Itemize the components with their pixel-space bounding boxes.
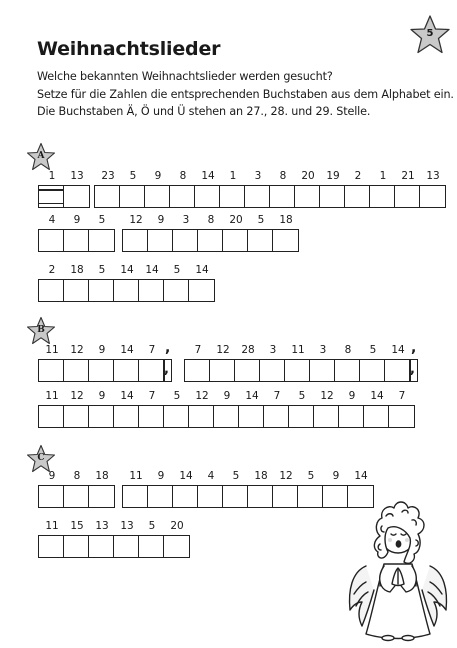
letter-box[interactable] [39, 280, 64, 301]
letter-box[interactable] [370, 186, 395, 207]
section-label: C [37, 453, 45, 463]
letter-box[interactable] [89, 360, 114, 381]
letter-box[interactable] [64, 230, 89, 251]
letter-box[interactable] [395, 186, 420, 207]
letter-number: 20 [301, 170, 315, 182]
letter-box[interactable] [248, 486, 273, 507]
letter-box[interactable] [295, 186, 320, 207]
letter-number: 5 [232, 470, 240, 482]
letter-box[interactable] [323, 486, 348, 507]
letter-number: 12 [216, 344, 230, 356]
letter-number: 14 [370, 390, 384, 402]
letter-box[interactable] [89, 536, 114, 557]
letter-box[interactable] [223, 230, 248, 251]
letter-box[interactable] [89, 280, 114, 301]
letter-number: 3 [182, 214, 190, 226]
letter-number: 15 [70, 520, 84, 532]
letter-number: 3 [319, 344, 327, 356]
letter-box[interactable] [195, 186, 220, 207]
letter-number: 5 [369, 344, 377, 356]
letter-box[interactable] [189, 406, 214, 427]
letter-number: 1 [229, 170, 237, 182]
letter-box[interactable] [260, 360, 285, 381]
letter-box[interactable] [95, 186, 120, 207]
letter-box[interactable] [139, 280, 164, 301]
instruction-line: Die Buchstaben Ä, Ö und Ü stehen an 27., 28. und 29. Stelle. [37, 105, 371, 118]
letter-box[interactable] [64, 186, 89, 207]
letter-number: 18 [95, 470, 109, 482]
letter-box[interactable] [235, 360, 260, 381]
section-a-marker [26, 142, 56, 172]
punctuation-box [163, 359, 172, 382]
letter-number: 5 [173, 264, 181, 276]
letter-box[interactable] [39, 536, 64, 557]
letter-box[interactable] [339, 406, 364, 427]
letter-number: 7 [194, 344, 202, 356]
letter-number: 5 [173, 390, 181, 402]
letter-box[interactable] [114, 280, 139, 301]
puzzle-line [0, 214, 457, 252]
letter-number: 5 [257, 214, 265, 226]
letter-box[interactable] [239, 406, 264, 427]
letter-number: 14 [145, 264, 159, 276]
letter-number: 21 [401, 170, 415, 182]
letter-box[interactable] [39, 360, 64, 381]
letter-number: 4 [48, 214, 56, 226]
letter-box[interactable] [223, 486, 248, 507]
letter-number: 13 [70, 170, 84, 182]
letter-number: 9 [73, 214, 81, 226]
letter-number: 20 [229, 214, 243, 226]
letter-number: 5 [148, 520, 156, 532]
letter-number: 9 [348, 390, 356, 402]
answer-word [184, 359, 411, 382]
page-number-star [408, 14, 452, 56]
letter-box[interactable] [114, 406, 139, 427]
letter-number: 8 [179, 170, 187, 182]
puzzle-line [0, 264, 457, 302]
letter-number: 5 [298, 390, 306, 402]
singing-angel-illustration [346, 494, 450, 644]
letter-number: 9 [154, 170, 162, 182]
letter-number: 14 [245, 390, 259, 402]
letter-box[interactable] [89, 230, 114, 251]
letter-box[interactable] [364, 406, 389, 427]
letter-box[interactable] [123, 486, 148, 507]
letter-box[interactable] [285, 360, 310, 381]
letter-box[interactable] [289, 406, 314, 427]
letter-box[interactable] [89, 486, 114, 507]
letter-box[interactable] [335, 360, 360, 381]
answer-word [38, 359, 165, 382]
letter-number: 14 [391, 344, 405, 356]
letter-box[interactable] [273, 230, 298, 251]
letter-box[interactable] [114, 536, 139, 557]
answer-word [122, 229, 299, 252]
letter-number: 14 [201, 170, 215, 182]
letter-number: 14 [120, 264, 134, 276]
letter-box[interactable] [198, 230, 223, 251]
letter-number: 18 [254, 470, 268, 482]
letter-number: 11 [129, 470, 143, 482]
letter-number: 13 [120, 520, 134, 532]
letter-number: 7 [148, 390, 156, 402]
letter-number: 1 [48, 170, 56, 182]
letter-box[interactable] [185, 360, 210, 381]
letter-number: 9 [157, 470, 165, 482]
letter-box[interactable] [170, 186, 195, 207]
letter-box[interactable] [420, 186, 445, 207]
letter-number: 9 [48, 470, 56, 482]
letter-box[interactable] [64, 280, 89, 301]
letter-box[interactable] [214, 406, 239, 427]
answer-word [94, 185, 446, 208]
section-label: B [37, 325, 45, 335]
letter-box[interactable] [210, 360, 235, 381]
letter-number: 11 [45, 520, 59, 532]
page-title: Weihnachtslieder [37, 38, 221, 60]
letter-box[interactable] [273, 486, 298, 507]
letter-box[interactable] [39, 230, 64, 251]
letter-number: 14 [195, 264, 209, 276]
letter-box[interactable] [298, 486, 323, 507]
letter-box[interactable] [314, 406, 339, 427]
section-b-marker [26, 316, 56, 346]
letter-box[interactable] [114, 360, 139, 381]
letter-box[interactable] [148, 230, 173, 251]
letter-number: 8 [279, 170, 287, 182]
answer-word [38, 279, 215, 302]
letter-number: 5 [98, 264, 106, 276]
letter-box[interactable] [173, 230, 198, 251]
letter-number: 9 [98, 390, 106, 402]
letter-number: 13 [426, 170, 440, 182]
letter-box[interactable] [385, 360, 410, 381]
letter-box[interactable] [148, 486, 173, 507]
letter-box[interactable] [64, 406, 89, 427]
letter-number: 7 [398, 390, 406, 402]
letter-number: 12 [279, 470, 293, 482]
letter-number: 11 [45, 390, 59, 402]
letter-number: 8 [207, 214, 215, 226]
letter-number: 28 [241, 344, 255, 356]
letter-box[interactable] [139, 360, 164, 381]
answer-word [38, 405, 415, 428]
letter-number: 2 [354, 170, 362, 182]
letter-box[interactable] [198, 486, 223, 507]
letter-box[interactable] [164, 536, 189, 557]
letter-box[interactable] [164, 280, 189, 301]
instructions [37, 68, 454, 121]
letter-box[interactable] [39, 186, 64, 207]
letter-box[interactable] [89, 406, 114, 427]
comma-mark: , [165, 340, 171, 356]
letter-box[interactable] [64, 360, 89, 381]
letter-box[interactable] [189, 280, 214, 301]
letter-box[interactable] [345, 186, 370, 207]
letter-number: 18 [70, 264, 84, 276]
letter-box[interactable] [248, 230, 273, 251]
letter-number: 12 [320, 390, 334, 402]
answer-word [38, 485, 115, 508]
letter-number: 8 [73, 470, 81, 482]
answer-word [38, 229, 115, 252]
letter-number: 2 [48, 264, 56, 276]
answer-word [38, 185, 90, 208]
letter-number: 23 [101, 170, 115, 182]
letter-number: 14 [179, 470, 193, 482]
letter-box[interactable] [64, 536, 89, 557]
letter-number: 12 [70, 344, 84, 356]
letter-number: 18 [279, 214, 293, 226]
letter-box[interactable] [320, 186, 345, 207]
answer-word [122, 485, 374, 508]
letter-number: 11 [45, 344, 59, 356]
letter-box[interactable] [123, 230, 148, 251]
puzzle-line [0, 170, 457, 208]
page-number: 5 [426, 28, 434, 39]
letter-number: 7 [273, 390, 281, 402]
letter-number: 12 [70, 390, 84, 402]
letter-box[interactable] [310, 360, 335, 381]
letter-box[interactable] [245, 186, 270, 207]
letter-box[interactable] [120, 186, 145, 207]
letter-number: 14 [354, 470, 368, 482]
puzzle-line [0, 340, 457, 382]
puzzle-line [0, 390, 457, 428]
letter-box[interactable] [360, 360, 385, 381]
letter-number: 14 [120, 344, 134, 356]
letter-number: 11 [291, 344, 305, 356]
letter-box[interactable] [270, 186, 295, 207]
section-label: A [37, 151, 45, 161]
letter-number: 20 [170, 520, 184, 532]
letter-number: 19 [326, 170, 340, 182]
letter-number: 9 [223, 390, 231, 402]
letter-number: 5 [129, 170, 137, 182]
instruction-line: Welche bekannten Weihnachtslieder werden gesucht? [37, 70, 333, 83]
letter-number: 9 [98, 344, 106, 356]
letter-number: 13 [95, 520, 109, 532]
comma-mark: , [411, 340, 417, 356]
answer-word [38, 535, 190, 558]
letter-box[interactable] [39, 406, 64, 427]
letter-number: 3 [254, 170, 262, 182]
instruction-line: Setze für die Zahlen die entsprechenden Buchstaben aus dem Alphabet ein. [37, 87, 454, 101]
letter-number: 5 [307, 470, 315, 482]
letter-box[interactable] [264, 406, 289, 427]
letter-box[interactable] [220, 186, 245, 207]
letter-number: 3 [269, 344, 277, 356]
letter-number: 12 [195, 390, 209, 402]
letter-box[interactable] [389, 406, 414, 427]
letter-number: 5 [98, 214, 106, 226]
letter-box[interactable] [39, 486, 64, 507]
letter-box[interactable] [145, 186, 170, 207]
letter-number: 8 [344, 344, 352, 356]
letter-number: 4 [207, 470, 215, 482]
letter-number: 7 [148, 344, 156, 356]
letter-number: 12 [129, 214, 143, 226]
letter-box[interactable] [164, 406, 189, 427]
letter-box[interactable] [139, 536, 164, 557]
letter-box[interactable] [139, 406, 164, 427]
letter-number: 1 [379, 170, 387, 182]
letter-number: 9 [157, 214, 165, 226]
letter-box[interactable] [64, 486, 89, 507]
punctuation-box [409, 359, 418, 382]
letter-box[interactable] [173, 486, 198, 507]
letter-number: 14 [120, 390, 134, 402]
letter-number: 9 [332, 470, 340, 482]
